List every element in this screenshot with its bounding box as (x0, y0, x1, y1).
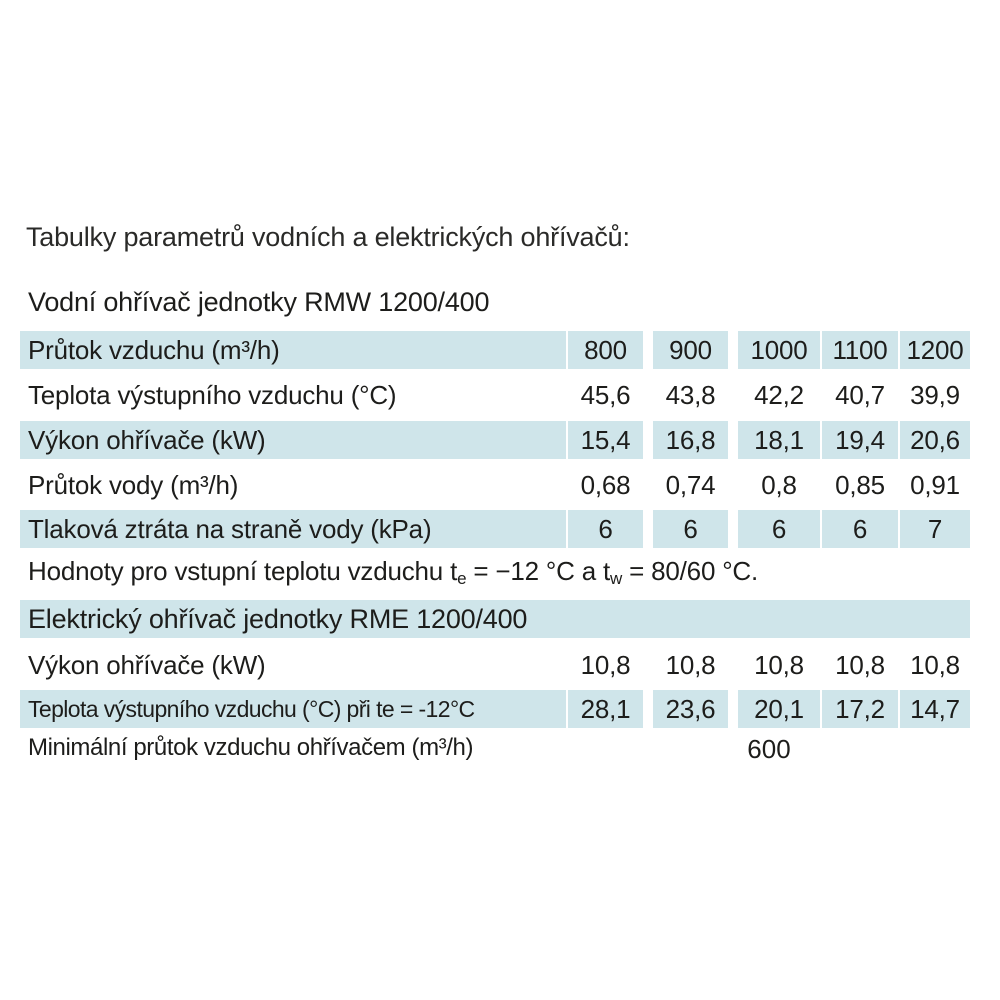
value-cell: 0,85 (835, 469, 885, 500)
water-heater-title: Vodní ohřívač jednotky RMW 1200/400 (28, 286, 490, 317)
note-subscript: w (610, 569, 623, 588)
row-label: Teplota výstupního vzduchu (°C) při te = -12°C (20, 690, 566, 728)
value-cell: 28,1 (568, 690, 643, 728)
table-row (20, 466, 970, 504)
value-cell: 10,8 (580, 649, 631, 680)
value-cell: 1000 (738, 331, 820, 369)
value-cell: 1200 (900, 331, 970, 369)
value-cell: 15,4 (568, 421, 643, 459)
note-subscript: e (457, 569, 467, 588)
value-cell: 18,1 (738, 421, 820, 459)
row-label: Teplota výstupního vzduchu (°C) (28, 379, 397, 410)
table-row (20, 690, 970, 728)
value-cell: 42,2 (754, 379, 804, 410)
value-cell: 800 (568, 331, 643, 369)
value-cell: 20,1 (738, 690, 820, 728)
value-cell: 40,7 (835, 379, 885, 410)
value-cell: 6 (822, 510, 898, 548)
value-cell: 6 (653, 510, 728, 548)
value-cell: 43,8 (665, 379, 716, 410)
conditions-note (28, 556, 758, 589)
min-flow-label: Minimální průtok vzduchu ohřívačem (m³/h) (28, 734, 474, 761)
row-label: Výkon ohřívače (kW) (20, 421, 566, 459)
value-cell: 10,8 (835, 649, 885, 680)
value-cell: 23,6 (653, 690, 728, 728)
value-cell: 14,7 (900, 690, 970, 728)
value-cell: 10,8 (754, 649, 804, 680)
value-cell: 0,91 (910, 469, 960, 500)
value-cell: 19,4 (822, 421, 898, 459)
value-cell: 0,8 (761, 469, 797, 500)
value-cell: 10,8 (665, 649, 716, 680)
value-cell: 1100 (822, 331, 898, 369)
note-text: = 80/60 °C. (622, 556, 759, 586)
row-label: Průtok vody (m³/h) (28, 469, 239, 500)
electric-heater-title: Elektrický ohřívač jednotky RME 1200/400 (20, 600, 970, 638)
table-row (20, 421, 970, 459)
row-label: Průtok vzduchu (m³/h) (20, 331, 566, 369)
value-cell: 20,6 (900, 421, 970, 459)
note-text: = −12 °C a t (466, 556, 611, 586)
value-cell: 45,6 (580, 379, 631, 410)
table-row (20, 331, 970, 369)
table-row (20, 376, 970, 414)
value-cell: 6 (738, 510, 820, 548)
row-label: Výkon ohřívače (kW) (28, 649, 266, 680)
note-text: Hodnoty pro vstupní teplotu vzduchu t (28, 556, 458, 586)
value-cell: 900 (653, 331, 728, 369)
table-row (20, 510, 970, 548)
intro-heading: Tabulky parametrů vodních a elektrických ohřívačů: (26, 222, 630, 252)
row-label: Tlaková ztráta na straně vody (kPa) (20, 510, 566, 548)
value-cell: 39,9 (910, 379, 960, 410)
value-cell: 0,68 (580, 469, 631, 500)
value-cell: 6 (568, 510, 643, 548)
value-cell: 10,8 (910, 649, 960, 680)
value-cell: 0,74 (665, 469, 716, 500)
value-cell: 7 (900, 510, 970, 548)
table-row (20, 646, 970, 684)
value-cell: 16,8 (653, 421, 728, 459)
min-flow-value: 600 (747, 734, 791, 764)
value-cell: 17,2 (822, 690, 898, 728)
